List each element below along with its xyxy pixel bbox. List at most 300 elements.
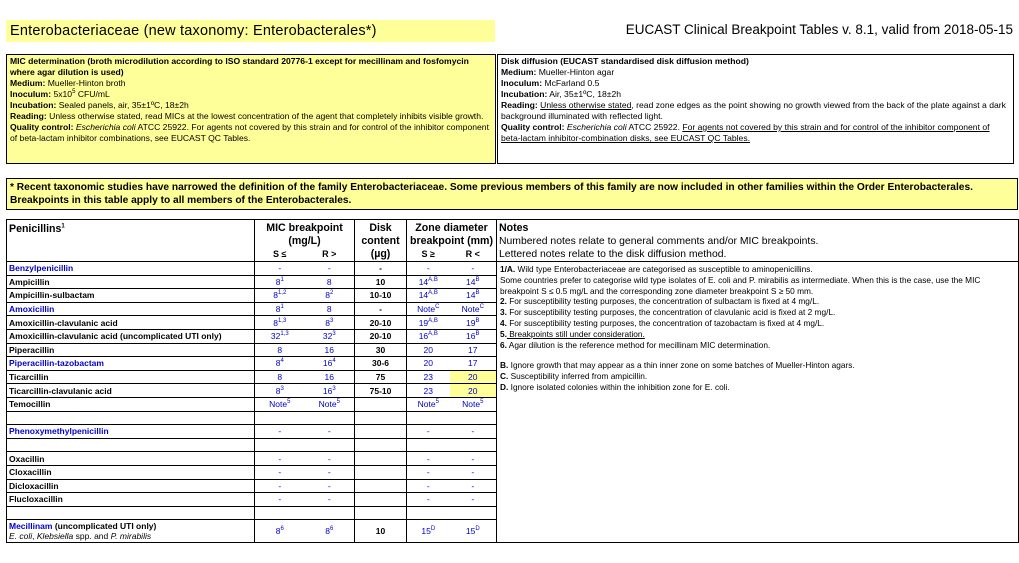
disk-content: 75 [355, 370, 407, 384]
notes-sub1: Numbered notes relate to general comments and/or MIC breakpoints. [499, 236, 819, 247]
note-text: For susceptibility testing purposes, the concentration of clavulanic acid is fixed at 2 mg/L. [506, 307, 836, 318]
drug-name: Benzylpenicillin [7, 262, 255, 276]
page-title: Enterobacteriaceae (new taxonomy: Enterobacterales*) [6, 20, 495, 42]
mic-s [255, 411, 305, 425]
zone-r [450, 357, 497, 371]
value: - [471, 263, 475, 274]
value: 16 [324, 372, 334, 383]
zone-r [450, 520, 497, 543]
disk-content: 10 [355, 275, 407, 289]
label: Reading: [10, 111, 47, 121]
value: - [426, 480, 430, 491]
zone-s [407, 329, 450, 343]
superscript: D [430, 526, 436, 533]
mic-r [305, 316, 355, 330]
mic-r [305, 465, 355, 479]
disk-content [355, 411, 407, 425]
drug-name: Oxacillin [7, 452, 255, 466]
value: - [327, 467, 331, 478]
value: - [426, 494, 430, 505]
note-text: Some countries prefer to categorise wild type isolates of E. coli and P. mirabilis as intermediate. When this is the case, use the MIC breakpoint S ≤ 0.5 mg/L and the corresponding zone diameter breakpoint S ≥ 50 mm. [500, 274, 981, 296]
zone-s [407, 506, 450, 520]
value: Note [462, 399, 481, 410]
superscript: 1 [280, 304, 284, 311]
superscript: A,B [428, 290, 438, 297]
note-id: 6. [500, 339, 507, 350]
label: Medium: [10, 78, 46, 88]
zone-s [407, 357, 450, 371]
value: ATCC 25922. [628, 122, 680, 132]
value: 8 [275, 304, 281, 315]
value: 17 [468, 358, 478, 369]
value: - [278, 453, 282, 464]
label: Inoculum: [501, 78, 543, 88]
mic-r [305, 425, 355, 439]
superscript: D [475, 526, 480, 533]
superscript: 1 [61, 223, 65, 230]
superscript: 5 [435, 399, 439, 406]
value: 8 [273, 290, 278, 301]
superscript: 1,3 [277, 317, 287, 324]
label: Reading: [501, 100, 538, 110]
disk-content: - [355, 262, 407, 276]
mic-s [255, 262, 305, 276]
value: - [278, 480, 282, 491]
note-text: Ignore isolated colonies within the inhibition zone for E. coli. [508, 381, 730, 392]
table-row [7, 262, 1019, 276]
superscript: 3 [329, 317, 334, 324]
value: 14 [466, 276, 476, 287]
value: 16 [418, 331, 429, 342]
disk-content: 30-6 [355, 357, 407, 371]
note-item [500, 307, 1015, 318]
value: Unless otherwise stated, read MICs at the lowest concentration of the agent that completely inhibits visible growth. [49, 111, 484, 121]
drug-name: Ampicillin [7, 275, 255, 289]
value: 8 [277, 372, 283, 383]
zone-s [407, 302, 450, 316]
value: 8 [275, 385, 281, 396]
superscript: 3 [332, 331, 336, 338]
zone-s [407, 425, 450, 439]
zone-r [450, 384, 497, 398]
zone-s [407, 452, 450, 466]
disk-content [355, 438, 407, 452]
superscript: B [475, 317, 480, 324]
disk-content: 30 [355, 343, 407, 357]
value: - [426, 426, 430, 437]
superscript: 6 [280, 526, 284, 533]
zone-s [407, 275, 450, 289]
superscript: 3 [280, 385, 284, 392]
value: - [426, 453, 430, 464]
superscript: C [479, 304, 484, 311]
version-label: EUCAST Clinical Breakpoint Tables v. 8.1, valid from 2018-05-15 [625, 22, 1013, 37]
disk-content: - [355, 302, 407, 316]
mic-s [255, 289, 305, 303]
mic-r [305, 329, 355, 343]
zone-s [407, 289, 450, 303]
superscript: 5 [287, 399, 291, 406]
superscript: B [475, 277, 480, 284]
disk-content: 10 [355, 520, 407, 543]
zone-r [450, 262, 497, 276]
superscript: 2 [329, 290, 334, 297]
value: 23 [423, 385, 433, 396]
superscript: 6 [329, 526, 334, 533]
superscript: 4 [280, 358, 284, 365]
value: 32 [322, 331, 333, 342]
zone-s [407, 465, 450, 479]
note-item [500, 296, 1015, 307]
zone-r [450, 275, 497, 289]
zone-r [450, 411, 497, 425]
value: - [327, 494, 331, 505]
value: 8 [275, 358, 281, 369]
drug-name [7, 438, 255, 452]
note-item [500, 329, 1015, 340]
mic-s [255, 302, 305, 316]
drug-name: Temocillin [7, 397, 255, 411]
value: 32 [270, 331, 281, 342]
mic-method-box [6, 54, 496, 164]
breakpoint-table [6, 219, 1019, 543]
note-id: D. [500, 381, 509, 392]
zone-s [407, 370, 450, 384]
mic-s [255, 479, 305, 493]
superscript: 5 [480, 399, 484, 406]
mic-s [255, 316, 305, 330]
zone-s [407, 262, 450, 276]
note-text: Susceptibility inferred from ampicillin. [508, 371, 648, 382]
superscript: B [475, 290, 480, 297]
zone-header: Zone diameter breakpoint (mm) [407, 220, 497, 249]
note-item [500, 360, 1015, 371]
r-gt-header: R > [322, 249, 337, 259]
zone-r [450, 329, 497, 343]
mic-s [255, 438, 305, 452]
mic-s [255, 452, 305, 466]
drug-line [9, 521, 252, 531]
disk-method-box [497, 54, 1014, 164]
mic-s [255, 329, 305, 343]
superscript: 5 [72, 89, 76, 96]
zone-s [407, 479, 450, 493]
s-ge-header: S ≥ [407, 248, 450, 262]
superscript: A,B [428, 277, 438, 284]
value: 8 [277, 344, 283, 355]
value: 8 [273, 317, 278, 328]
disk-content [355, 506, 407, 520]
note-text: For susceptibility testing purposes, the concentration of sulbactam is fixed at 4 mg/L. [506, 296, 820, 307]
mic-r [305, 520, 355, 543]
zone-s [407, 520, 450, 543]
zone-r [450, 452, 497, 466]
value: 5x10 [53, 89, 73, 99]
mic-method-heading: MIC determination (broth microdilution according to ISO standard 20776-1 except for mecillinam and fosfomycin where agar dilution is used) [10, 56, 469, 77]
mic-r [305, 262, 355, 276]
mic-r [305, 506, 355, 520]
superscript: C [435, 304, 440, 311]
disk-content [355, 479, 407, 493]
note-id: 5. [500, 328, 507, 339]
disk-method-heading: Disk diffusion (EUCAST standardised disk diffusion method) [501, 56, 749, 66]
label: Incubation: [10, 100, 57, 110]
drug-name: Phenoxymethylpenicillin [7, 425, 255, 439]
value: - [278, 263, 282, 274]
zone-r [450, 425, 497, 439]
value: 20 [423, 344, 433, 355]
value: Note [417, 399, 436, 410]
disk-content [355, 425, 407, 439]
value: 19 [418, 317, 429, 328]
note-item [500, 275, 1015, 297]
drug-name: Amoxicillin [7, 302, 255, 316]
note-id: B. [500, 360, 509, 371]
value: Note [417, 304, 436, 315]
mic-header: MIC breakpoint (mg/L) [255, 220, 355, 249]
value: Mueller-Hinton broth [47, 78, 126, 88]
taxonomy-note: * Recent taxonomic studies have narrowed the definition of the family Enterobacteriaceae. Some previous members of this family are now included in other families within the Order Enterobacterales. Breakpoints in this table apply to all members of the Enterobacterales. [6, 178, 1018, 210]
value: ATCC 25922. For agents not covered by this strain and for control of the inhibitor component of beta-lactam inhibitor combinations, see EUCAST QC Tables. [10, 122, 489, 143]
value: 8 [275, 526, 281, 537]
value: Sealed panels, air, 35±1ºC, 18±2h [58, 100, 189, 110]
value: Note [461, 304, 480, 315]
notes-sub2: Lettered notes relate to the disk diffusion method. [499, 249, 727, 260]
disk-content: 75-10 [355, 384, 407, 398]
zone-r [450, 438, 497, 452]
mic-r [305, 384, 355, 398]
value: 8 [325, 290, 330, 301]
note-text: Ignore growth that may appear as a thin inner zone on some batches of Mueller-Hinton agars. [508, 360, 855, 371]
mic-r [305, 452, 355, 466]
value: - [327, 426, 331, 437]
value: 8 [325, 317, 330, 328]
disk-content: 20-10 [355, 329, 407, 343]
mic-s [255, 275, 305, 289]
value: 19 [466, 317, 476, 328]
s-le-header: S ≤ [255, 248, 305, 262]
value: 15 [421, 526, 431, 537]
value: Mueller-Hinton agar [538, 67, 615, 77]
mic-s [255, 425, 305, 439]
drug-name [7, 506, 255, 520]
notes-title: Notes [499, 222, 529, 234]
value: 16 [466, 331, 476, 342]
zone-r [450, 289, 497, 303]
superscript: A,B [428, 317, 438, 324]
mic-r [305, 411, 355, 425]
drug-name: Dicloxacillin [7, 479, 255, 493]
notes-panel [497, 262, 1019, 543]
superscript: 4 [332, 358, 336, 365]
disk-content [355, 465, 407, 479]
value: - [471, 467, 475, 478]
mic-r [305, 370, 355, 384]
value: 20 [423, 358, 433, 369]
disk-content [355, 493, 407, 507]
mic-r [305, 343, 355, 357]
value: 16 [324, 344, 334, 355]
value: - [278, 494, 282, 505]
drug-name: Amoxicillin-clavulanic acid [7, 316, 255, 330]
mic-s [255, 370, 305, 384]
value: 14 [418, 290, 429, 301]
drug-name: Ticarcillin [7, 370, 255, 384]
note-id: 2. [500, 296, 507, 307]
disk-content: 20-10 [355, 316, 407, 330]
value: 16 [322, 358, 333, 369]
mic-s [255, 384, 305, 398]
note-id: 4. [500, 317, 507, 328]
drug-name: Piperacillin-tazobactam [7, 357, 255, 371]
value: - [471, 453, 475, 464]
value: - [278, 426, 282, 437]
value: - [471, 426, 475, 437]
mic-r [305, 438, 355, 452]
note-id: 1/A. [500, 264, 516, 274]
drug-name: Ampicillin-sulbactam [7, 289, 255, 303]
value: - [327, 453, 331, 464]
superscript: 3 [332, 385, 336, 392]
superscript: A,B [428, 331, 438, 338]
drug-name: Cloxacillin [7, 465, 255, 479]
r-lt-header: R < [465, 249, 480, 259]
label: Quality control: [10, 122, 74, 132]
mic-s [255, 343, 305, 357]
drug-label: Mecillinam [9, 521, 53, 532]
mic-s [255, 506, 305, 520]
drug-name: Flucloxacillin [7, 493, 255, 507]
notes-header [497, 220, 1019, 262]
mic-r [305, 289, 355, 303]
mic-r [305, 357, 355, 371]
zone-r [450, 343, 497, 357]
mic-r [305, 397, 355, 411]
value: 8 [275, 276, 281, 287]
value: - [278, 467, 282, 478]
mic-s [255, 357, 305, 371]
value: 17 [468, 344, 478, 355]
value: - [471, 494, 475, 505]
zone-r [450, 479, 497, 493]
drug-qualifier: (uncomplicated UTI only) [52, 521, 157, 532]
text: , [32, 531, 37, 542]
disk-content [355, 397, 407, 411]
value: 14 [418, 276, 429, 287]
label: Incubation: [501, 89, 548, 99]
label: Quality control: [501, 122, 565, 132]
drug-name [7, 520, 255, 543]
value: Unless otherwise stated [540, 100, 632, 110]
drug-name: Piperacillin [7, 343, 255, 357]
note-item [500, 318, 1015, 329]
organism-line [9, 531, 252, 541]
value: McFarland 0.5 [544, 78, 600, 88]
text: spp. and [73, 531, 111, 542]
superscript: 1,2 [277, 290, 287, 297]
organism: Escherichia coli [75, 122, 136, 132]
note-item [500, 340, 1015, 351]
value: CFU/mL [75, 89, 110, 99]
value: 20 [468, 372, 478, 383]
label: Inoculum: [10, 89, 52, 99]
note-text: Wild type Enterobacteriaceae are categorised as susceptible to aminopenicillins. [515, 264, 813, 274]
note-item [500, 264, 1015, 275]
mic-s [255, 520, 305, 543]
drug-name [7, 411, 255, 425]
superscript: 1,3 [280, 331, 289, 338]
zone-r [450, 316, 497, 330]
organism: P. mirabilis [110, 531, 152, 542]
superscript: 5 [336, 399, 340, 406]
superscript: 1 [280, 277, 284, 284]
zone-r [450, 370, 497, 384]
value: 15 [465, 526, 476, 537]
group-header [7, 220, 255, 262]
organism: Escherichia coli [566, 122, 627, 132]
value: - [426, 263, 430, 274]
value: For agents not covered by this strain and for control of the inhibitor component of beta-lactam inhibitor-combination disks, see EUCAST QC Tables. [501, 122, 990, 143]
zone-s [407, 316, 450, 330]
zone-r [450, 465, 497, 479]
value: - [426, 467, 430, 478]
zone-r [450, 493, 497, 507]
value: 23 [423, 372, 433, 383]
value: Note [269, 399, 288, 410]
zone-s [407, 493, 450, 507]
superscript: B [475, 331, 480, 338]
value: Air, 35±1ºC, 18±2h [549, 89, 622, 99]
mic-s [255, 465, 305, 479]
organism: E. coli [9, 531, 33, 542]
zone-r [450, 397, 497, 411]
drug-name: Amoxicillin-clavulanic acid (uncomplicated UTI only) [7, 329, 255, 343]
mic-r [305, 275, 355, 289]
zone-s [407, 384, 450, 398]
zone-s [407, 438, 450, 452]
mic-s [255, 493, 305, 507]
note-text: Breakpoints still under consideration. [506, 328, 645, 339]
mic-r [305, 479, 355, 493]
disk-content: 10-10 [355, 289, 407, 303]
zone-s [407, 397, 450, 411]
value: - [327, 263, 331, 274]
mic-r [305, 493, 355, 507]
zone-r [450, 506, 497, 520]
value: 20 [468, 385, 478, 396]
mic-s [255, 397, 305, 411]
note-text: For susceptibility testing purposes, the concentration of tazobactam is fixed at 4 mg/L. [506, 317, 825, 328]
value: 8 [326, 276, 332, 287]
group-label: Penicillins [9, 223, 62, 235]
zone-s [407, 411, 450, 425]
value: Note [318, 399, 337, 410]
label: Medium: [501, 67, 537, 77]
value: 16 [322, 385, 333, 396]
note-text: Agar dilution is the reference method for mecillinam MIC determination. [506, 339, 771, 350]
value: - [327, 480, 331, 491]
value: , read zone edges as the point showing no growth viewed from the back of the plate against a dark background illuminated with reflected light. [501, 100, 1006, 121]
note-id: 3. [500, 307, 507, 318]
zone-r [450, 302, 497, 316]
mic-r [305, 302, 355, 316]
organism: Klebsiella [36, 531, 74, 542]
disk-content [355, 452, 407, 466]
note-item [500, 371, 1015, 382]
note-id: C. [500, 371, 509, 382]
value: - [471, 480, 475, 491]
zone-s [407, 343, 450, 357]
